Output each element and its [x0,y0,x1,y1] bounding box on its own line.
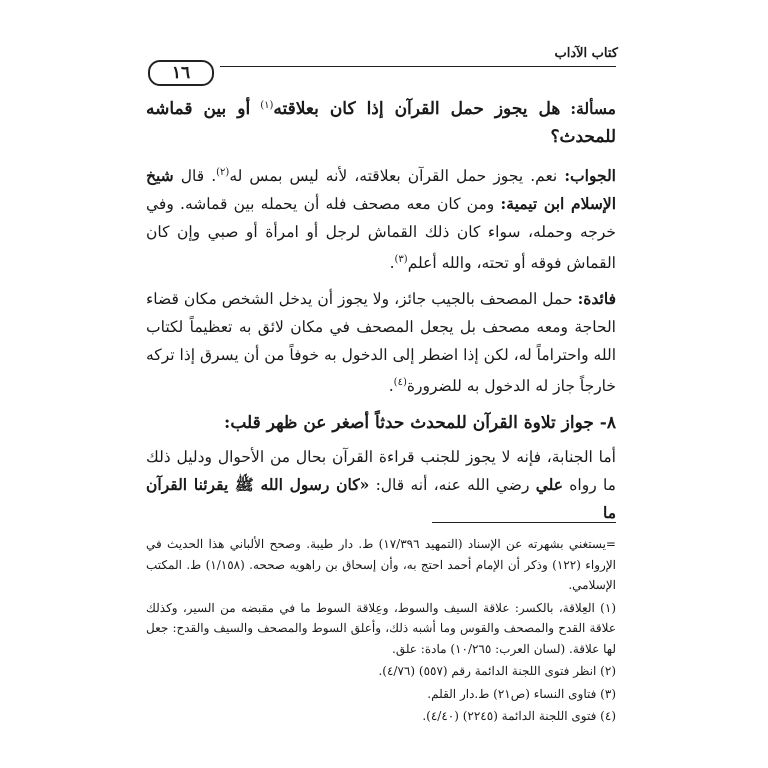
section-heading-8: ٨- جواز تلاوة القرآن للمحدث حدثاً أصغر عن ظهر قلب: [224,412,616,433]
section8-text-1: أما الجنابة، فإنه لا يجوز للجنب قراءة القرآن بحال من الأحوال ودليل ذلك ما رواه [146,447,616,494]
hadith-quote: «كان رسول الله ﷺ يقرئنا القرآن ما [146,474,616,522]
footnote-rule [432,522,616,523]
benefit-text: حمل المصحف بالجيب جائز، ولا يجوز أن يدخل الشخص مكان قضاء الحاجة ومعه مصحف بل يجعل المصحف في مكان لائق به تعظيماً لكتاب الله واحتراماً له، لكن إذا اضطر إلى الدخول به خوفاً من أن يسرق إذا تركه خارجاً جاز له الدخول به للضرورة [146,290,616,396]
answer-text-3: ومن كان معه مصحف فله أن يحمله بين قماشه. وفي خرجه وحمله، سواء كان ذلك القماش لرجل أو امرأة أو صبي وإن كان القماش فوقه أو تحته، والله أعلم [146,195,616,273]
question-text: هل يجوز حمل القرآن إذا كان بعلاقته [273,99,561,120]
answer-label: الجواب: [564,166,616,186]
page-number: ١٦ [148,60,214,86]
question-label: مسألة: [570,99,616,119]
question-paragraph [146,92,616,151]
ali-name: علي [535,474,564,494]
main-text [146,92,616,535]
header-rule [220,66,616,67]
running-head-title: كتاب الآداب [554,46,618,61]
sheikh-name: شيخ الإسلام ابن تيمية: [146,166,617,214]
answer-paragraph [146,159,616,277]
benefit-label: فائدة: [577,289,616,309]
footnote-3: (٣) فتاوى النساء (ص٢١) ط.دار القلم. [427,686,616,701]
footnote-2: (٢) انظر فتوى اللجنة الدائمة رقم (٥٥٧) (٤/٧٦). [378,664,616,678]
footnote-4: (٤) فتوى اللجنة الدائمة (٢٢٤٥) (٤/٤٠). [422,709,616,723]
footnote-continued: =يستغني بشهرته عن الإسناد (التمهيد ١٧/٣٩٦) ط. دار طيبة. وصحح الألباني هذا الحديث في الإرواء (١٢٢) وذكر أن الإمام أحمد احتج به، وأن إسحاق بن راهويه صححه. (١/١٥٨) ط. المكتب الإسلامي. [146,537,616,592]
footnote-ref-3: (٣) [394,254,408,266]
footnote-ref-1: (١) [260,100,274,111]
footnotes [146,534,616,729]
footnote-ref-4: (٤) [393,377,407,389]
section8-text-2: رضي الله عنه، أنه قال: [375,475,530,494]
benefit-text-end: . [388,377,394,396]
answer-text-4: . [389,254,395,273]
section8-paragraph [146,443,616,527]
answer-text-2: . قال [180,167,217,186]
footnote-1: (١) العِلاقة، بالكسر: علاقة السيف والسوط، وعِلاقة السوط ما في مقبضه من السير، وكذلك علاقة القدح والمصحف والقوس وما أشبه ذلك، وأعلق السوط والمصحف والسيف والقدح: جعل لها علاقة. (لسان العرب: ١٠/٢٦٥) مادة: علق. [146,600,617,656]
footnote-ref-2: (٢) [216,167,230,179]
answer-text-1: نعم. يجوز حمل القرآن بعلاقته، لأنه ليس بمس له [229,167,558,186]
benefit-paragraph [146,285,616,400]
question-text-cont: أو بين قماشه للمحدث؟ [146,99,616,148]
